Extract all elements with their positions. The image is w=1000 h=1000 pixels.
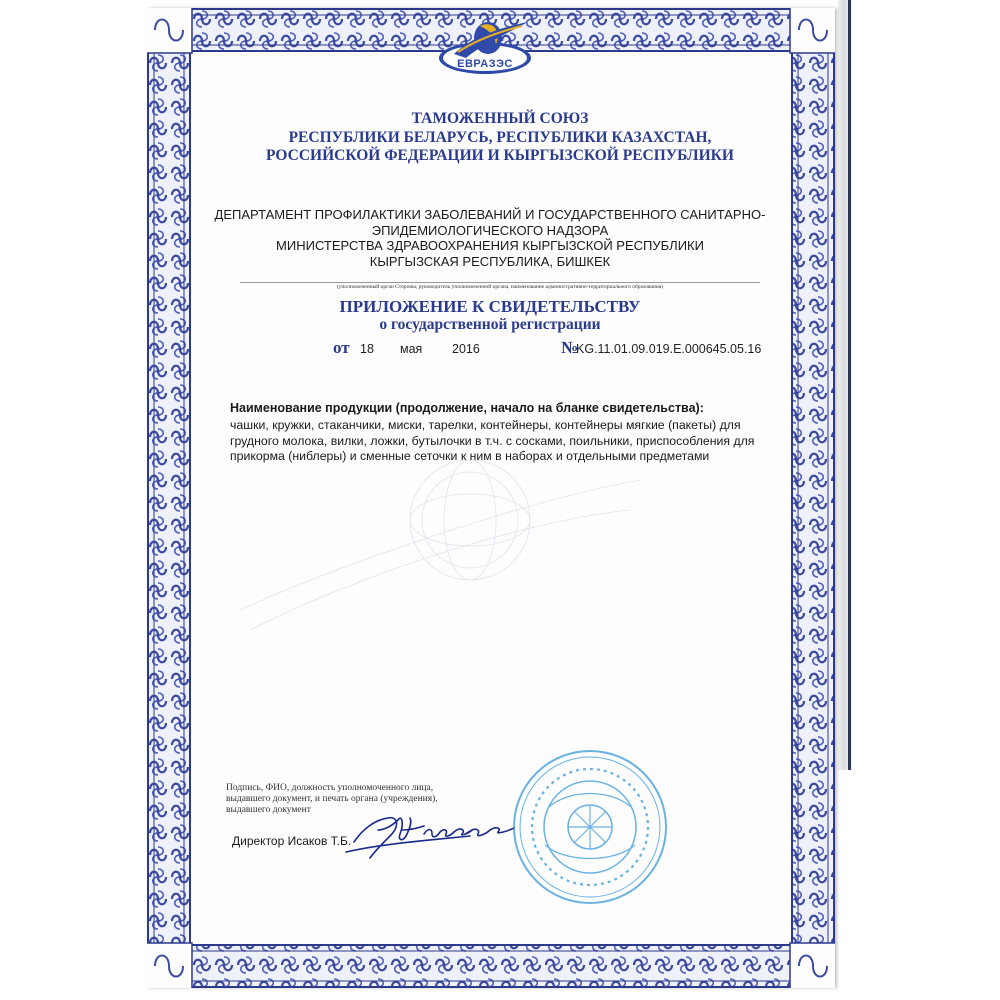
signatory-name: Директор Исаков Т.Б.: [232, 834, 352, 848]
date-year: 2016: [452, 342, 480, 356]
signature-caption-line: Подпись, ФИО, должность уполномоченного лица,: [226, 783, 434, 793]
department-line: ЭПИДЕМИОЛОГИЧЕСКОГО НАДЗОРА: [371, 222, 609, 238]
product-line: прикорма (ниблеры) и сменные сеточки к ним в наборах и отдельными предметами: [230, 449, 710, 463]
union-line: ТАМОЖЕННЫЙ СОЮЗ: [411, 110, 589, 127]
product-heading: Наименование продукции (продолжение, начало на бланке свидетельства):: [230, 401, 704, 415]
annex-subtitle: о государственной регистрации: [379, 316, 601, 333]
authority-caption: (уполномоченный орган Стороны, руководитель уполномоченной органа, наименование административно-территориального образования): [240, 282, 760, 290]
product-line: чашки, кружки, стаканчики, миски, тарелки, контейнеры, контейнеры мягкие (пакеты) для: [230, 418, 741, 432]
product-description: [230, 418, 790, 465]
date-month: мая: [400, 342, 423, 356]
signature-caption-line: выдавшего документ: [226, 805, 311, 815]
department-block: [200, 207, 780, 269]
signature-caption-line: выдавшего документ, и печать органа (учреждения),: [226, 794, 438, 804]
guilloche-watermark: [230, 440, 650, 660]
department-line: КЫРГЫЗСКАЯ РЕСПУБЛИКА, БИШКЕК: [369, 253, 611, 269]
department-line: ДЕПАРТАМЕНТ ПРОФИЛАКТИКИ ЗАБОЛЕВАНИЙ И ГОСУДАРСТВЕННОГО САНИТАРНО-: [214, 207, 766, 222]
customs-union-header: [230, 110, 770, 166]
certificate-number: KG.11.01.09.019.E.000645.05.16: [576, 342, 762, 356]
official-stamp: [505, 745, 675, 910]
binder-edge: [848, 0, 851, 770]
number-label: №: [561, 338, 579, 357]
product-line: грудного молока, вилки, ложки, бутылочки в т.ч. с сосками, поильники, приспособления для: [230, 433, 755, 448]
date-day: 18: [360, 342, 374, 356]
annex-title: ПРИЛОЖЕНИЕ К СВИДЕТЕЛЬСТВУ: [339, 297, 641, 316]
date-number-row: [0, 338, 1000, 360]
eurasec-logo-text: ЕВРАЗЭС: [457, 58, 513, 70]
handwritten-signature: [340, 800, 530, 870]
date-label: от: [333, 338, 350, 357]
union-line: РОССИЙСКОЙ ФЕДЕРАЦИИ И КЫРГЫЗСКОЙ РЕСПУБЛИКИ: [266, 147, 734, 164]
department-line: МИНИСТЕРСТВА ЗДРАВООХРАНЕНИЯ КЫРГЫЗСКОЙ РЕСПУБЛИКИ: [276, 238, 704, 253]
union-line: РЕСПУБЛИКИ БЕЛАРУСЬ, РЕСПУБЛИКИ КАЗАХСТАН,: [288, 128, 712, 146]
